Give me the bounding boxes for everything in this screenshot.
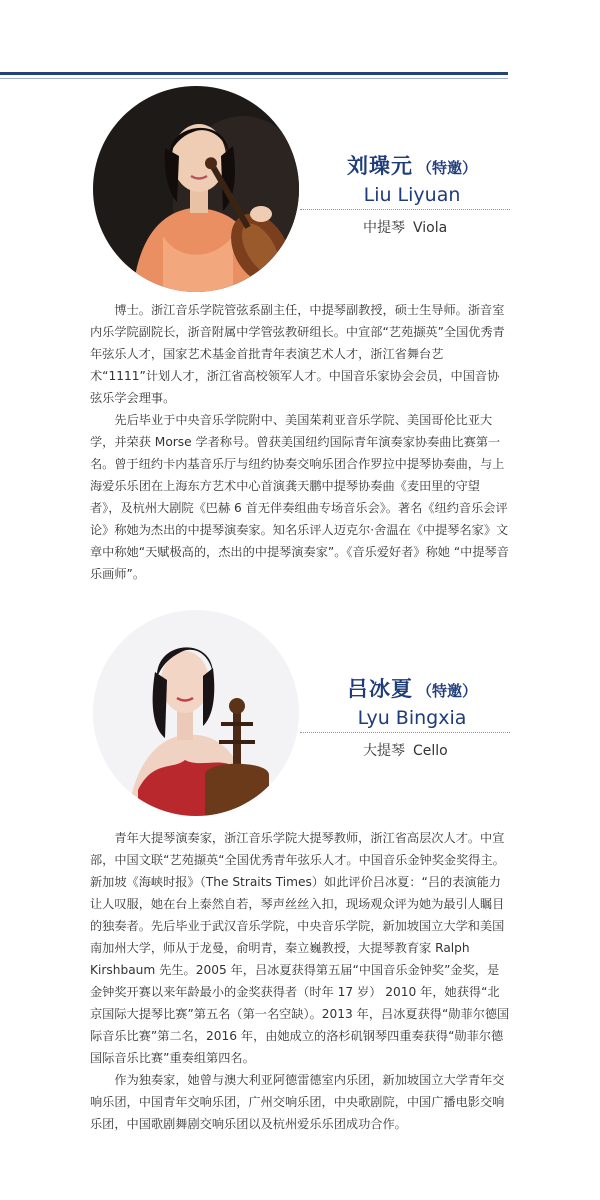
name-divider [300, 732, 510, 733]
instrument-label [363, 740, 448, 760]
bio-paragraph: 先后毕业于中央音乐学院附中、美国茱莉亚音乐学院、美国哥伦比亚大学，并荣获 Morse 学者称号。曾获美国纽约国际青年演奏家协奏曲比赛第一名。曾于纽约卡内基音乐厅与纽约协奏交响乐团合作罗拉中提琴协奏曲，与上海爱乐乐团在上海东方艺术中心首演龚天鹏中提琴协奏曲《麦田里的守望者》，及杭州大剧院《巴赫 6 首无伴奏组曲专场音乐会》。著名《纽约音乐会评论》称她为杰出的中提琴演奏家。知名乐评人迈克尔·舍温在《中提琴名家》文章中称她“天赋极高的，杰出的中提琴演奏家”。《音乐爱好者》称她 “中提琴音乐画师”。 [90, 413, 509, 581]
portrait-photo-liu [93, 86, 299, 292]
instrument-cn: 大提琴 [363, 743, 405, 759]
performer-name-block [312, 150, 512, 206]
performer-name-en: Liu Liyuan [363, 184, 461, 206]
instrument-label [363, 217, 447, 237]
invited-tag: （特邀） [416, 159, 477, 177]
bio-paragraph: 博士。浙江音乐学院管弦系副主任，中提琴副教授，硕士生导师。浙音室内乐学院副院长，浙音附属中学管弦教研组长。中宣部“艺苑撷英”全国优秀青年弦乐人才，国家艺术基金首批青年表演艺术人才，浙江省舞台艺术“1111”计划人才，浙江省高校领军人才。中国音乐家协会会员，中国音协弦乐学会理事。 [90, 303, 505, 405]
header-rule-thin [0, 78, 508, 79]
portrait-photo-lyu [93, 610, 299, 816]
invited-tag: （特邀） [416, 682, 477, 700]
performer-bio [90, 299, 510, 585]
name-divider [300, 209, 510, 210]
instrument-en: Viola [413, 220, 448, 236]
instrument-en: Cello [413, 743, 448, 759]
performer-name-en: Lyu Bingxia [357, 707, 467, 729]
bio-paragraph: 青年大提琴演奏家，浙江音乐学院大提琴教师，浙江省高层次人才。中宣部，中国文联“艺苑撷英“全国优秀青年弦乐人才。中国音乐金钟奖金奖得主。新加坡《海峡时报》（The Straits Times）如此评价吕冰夏：“吕的表演能力让人叹服，她在台上泰然自若，琴声丝丝入扣，现场观众评为她为最引人瞩目的独奏者。先后毕业于武汉音乐学院，中央音乐学院，新加坡国立大学和美国南加州大学，师从于龙曼，俞明青，秦立巍教授，大提琴教育家 Ralph Kirshbaum 先生。2005 年，吕冰夏获得第五届“中国音乐金钟奖”金奖，是金钟奖开赛以来年龄最小的金奖获得者（时年 17 岁） 2010 年，她获得“北京国际大提琴比赛”第五名（第一名空缺）。2013 年，吕冰夏获得“勋菲尔德国际音乐比赛”第二名，2016 年，由她成立的洛杉矶钢琴四重奏获得“勋菲尔德国际音乐比赛”重奏组第四名。 [90, 831, 510, 1065]
performer-name-block [312, 673, 512, 729]
bio-paragraph: 作为独奏家，她曾与澳大利亚阿德雷德室内乐团，新加坡国立大学青年交响乐团，中国青年交响乐团，广州交响乐团，中央歌剧院，中国广播电影交响乐团，中国歌剧舞剧交响乐团以及杭州爱乐乐团成功合作。 [90, 1073, 505, 1131]
instrument-cn: 中提琴 [363, 220, 405, 236]
header-rule [0, 72, 508, 75]
performer-name-cn: 吕冰夏 [346, 677, 413, 701]
performer-name-cn: 刘璪元 [346, 154, 413, 178]
performer-bio [90, 827, 510, 1135]
